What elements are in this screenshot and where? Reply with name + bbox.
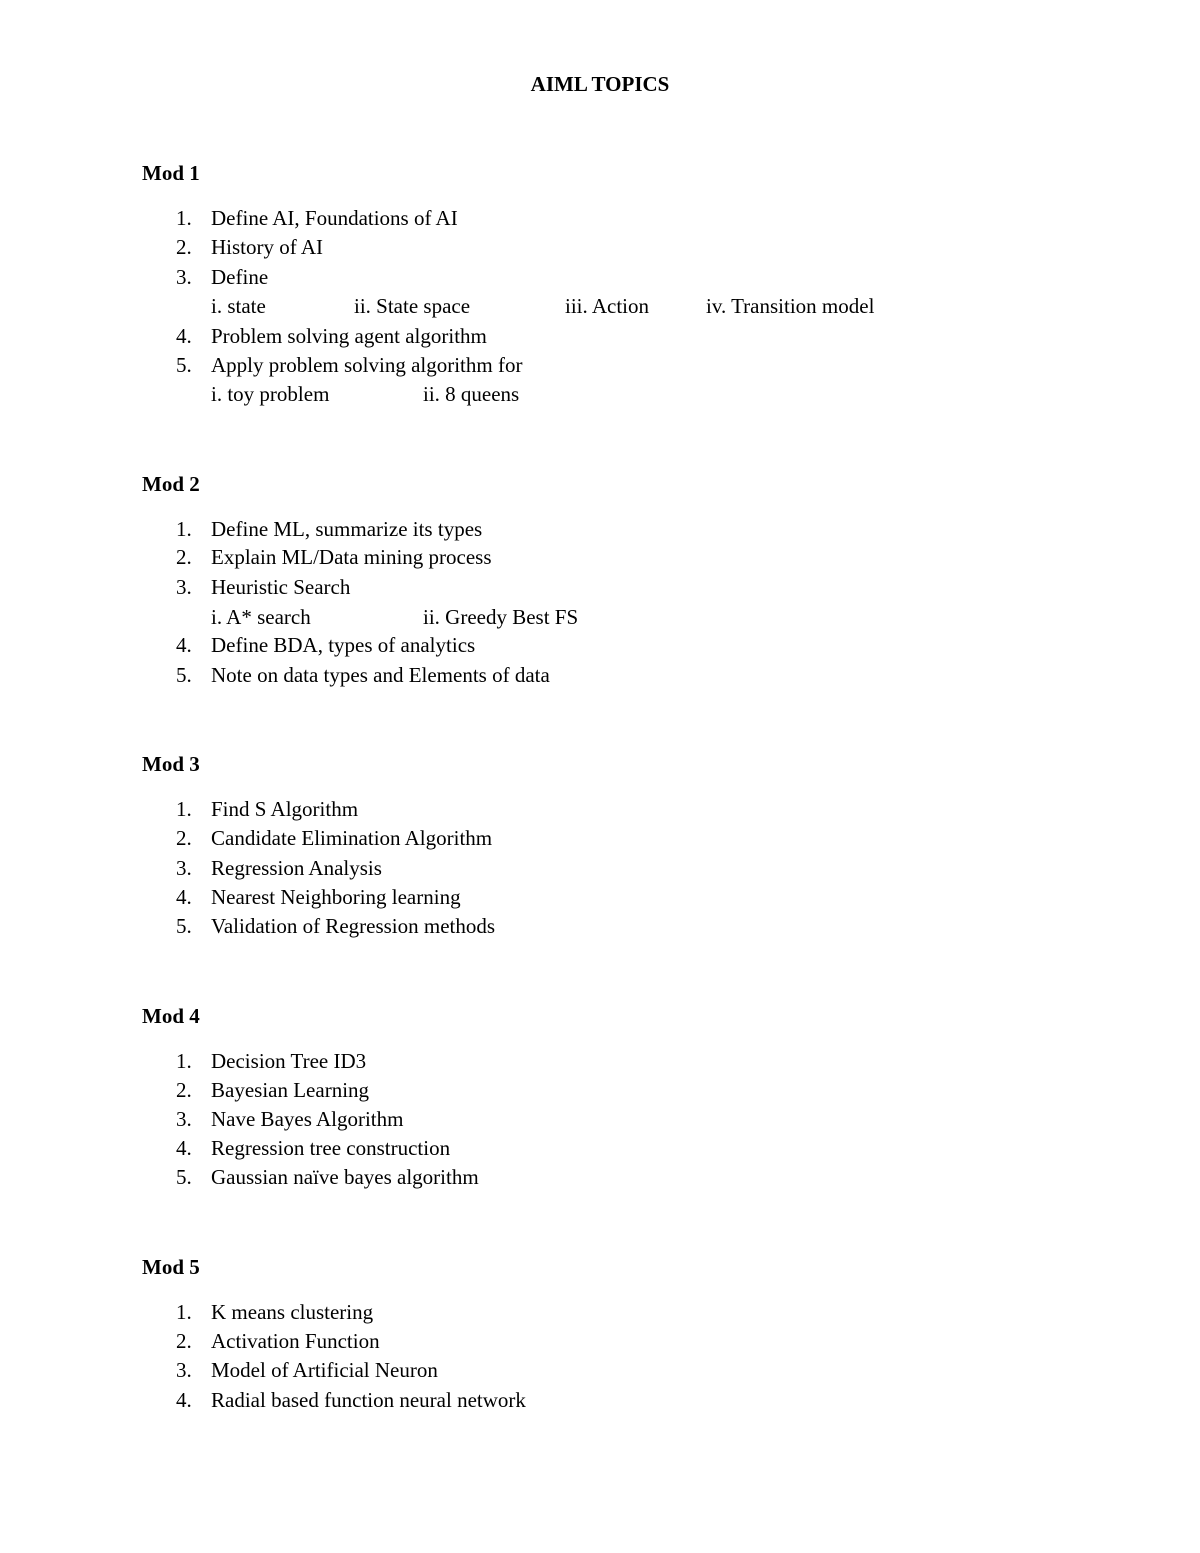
- item-text: Heuristic Search: [211, 575, 351, 599]
- item-number: 4.: [176, 1388, 192, 1412]
- item-text: Radial based function neural network: [211, 1388, 526, 1412]
- module-heading: Mod 3: [142, 752, 200, 776]
- item-text: Activation Function: [211, 1329, 380, 1353]
- item-number: 3.: [176, 265, 192, 289]
- item-text: Candidate Elimination Algorithm: [211, 826, 493, 850]
- item-number: 2.: [176, 826, 192, 850]
- module-heading: Mod 2: [142, 472, 200, 496]
- item-number: 5.: [176, 663, 192, 687]
- item-number: 1.: [176, 1049, 192, 1073]
- item-number: 1.: [176, 517, 192, 541]
- item-number: 4.: [176, 324, 192, 348]
- item-number: 4.: [176, 633, 192, 657]
- item-text: Define: [211, 265, 269, 289]
- item-text: Define AI, Foundations of AI: [211, 206, 458, 230]
- sub-item: i. A* search: [211, 605, 311, 629]
- item-number: 3.: [176, 1358, 192, 1382]
- item-number: 2.: [176, 1329, 192, 1353]
- module-heading: Mod 1: [142, 161, 200, 185]
- item-text: Validation of Regression methods: [211, 914, 496, 938]
- item-number: 2.: [176, 1078, 192, 1102]
- item-number: 4.: [176, 1136, 192, 1160]
- sub-item: iv. Transition model: [706, 294, 875, 318]
- sub-item: ii. 8 queens: [423, 382, 520, 406]
- item-text: K means clustering: [211, 1300, 374, 1324]
- item-text: Decision Tree ID3: [211, 1049, 367, 1073]
- item-number: 1.: [176, 206, 192, 230]
- module-heading: Mod 5: [142, 1255, 200, 1279]
- item-number: 3.: [176, 575, 192, 599]
- document-title: AIML TOPICS: [530, 72, 670, 96]
- item-text: Regression Analysis: [211, 856, 382, 880]
- item-number: 4.: [176, 885, 192, 909]
- item-number: 3.: [176, 856, 192, 880]
- item-text: Model of Artificial Neuron: [211, 1358, 438, 1382]
- sub-item: i. state: [211, 294, 266, 318]
- item-text: Nave Bayes Algorithm: [211, 1107, 404, 1131]
- sub-item: iii. Action: [565, 294, 649, 318]
- module-heading: Mod 4: [142, 1004, 200, 1028]
- item-text: Explain ML/Data mining process: [211, 545, 492, 569]
- sub-item: ii. Greedy Best FS: [423, 605, 579, 629]
- item-number: 5.: [176, 353, 192, 377]
- item-text: History of AI: [211, 235, 323, 259]
- item-text: Find S Algorithm: [211, 797, 359, 821]
- item-number: 5.: [176, 914, 192, 938]
- item-number: 1.: [176, 797, 192, 821]
- item-number: 3.: [176, 1107, 192, 1131]
- item-number: 2.: [176, 545, 192, 569]
- item-text: Note on data types and Elements of data: [211, 663, 550, 687]
- item-text: Problem solving agent algorithm: [211, 324, 487, 348]
- item-text: Regression tree construction: [211, 1136, 451, 1160]
- item-number: 1.: [176, 1300, 192, 1324]
- item-text: Define BDA, types of analytics: [211, 633, 476, 657]
- item-text: Apply problem solving algorithm for: [211, 353, 523, 377]
- item-text: Define ML, summarize its types: [211, 517, 483, 541]
- item-number: 2.: [176, 235, 192, 259]
- item-text: Gaussian naïve bayes algorithm: [211, 1165, 479, 1189]
- sub-item: ii. State space: [354, 294, 471, 318]
- item-text: Nearest Neighboring learning: [211, 885, 461, 909]
- sub-item: i. toy problem: [211, 382, 330, 406]
- item-text: Bayesian Learning: [211, 1078, 370, 1102]
- item-number: 5.: [176, 1165, 192, 1189]
